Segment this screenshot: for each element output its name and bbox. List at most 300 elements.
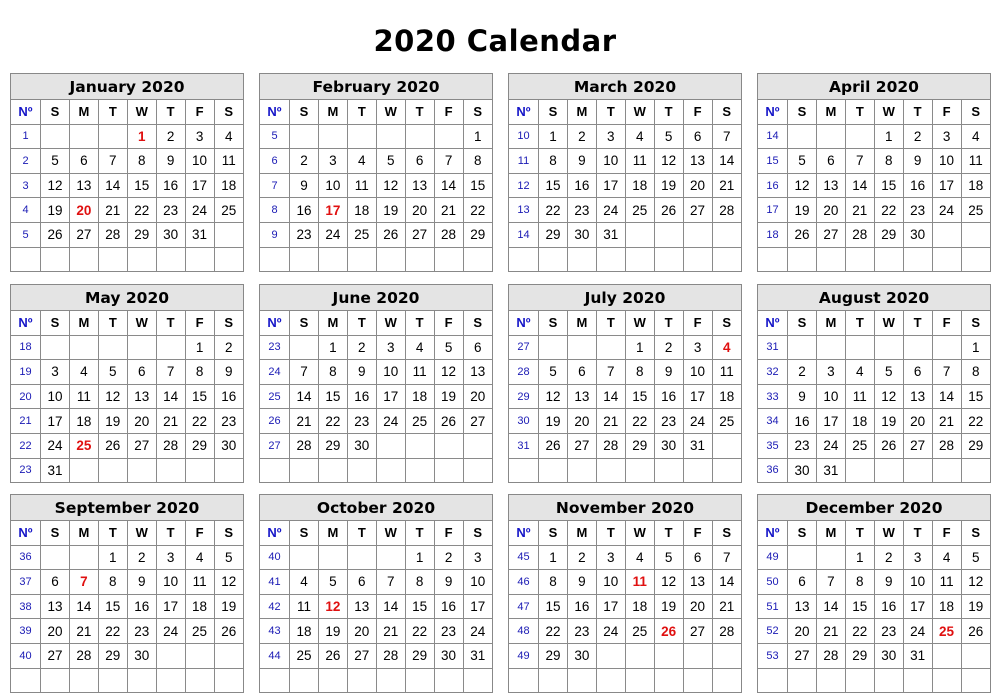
week-number: 27 bbox=[509, 335, 539, 360]
empty-day-cell bbox=[932, 643, 961, 668]
day-cell: 8 bbox=[961, 360, 990, 385]
day-cell: 17 bbox=[41, 409, 70, 434]
day-cell: 27 bbox=[69, 222, 98, 247]
day-cell: 16 bbox=[567, 594, 596, 619]
month-november bbox=[508, 494, 742, 693]
weekday-header: T bbox=[347, 100, 376, 124]
month-title: June 2020 bbox=[260, 285, 492, 311]
empty-day-cell bbox=[816, 668, 845, 692]
week-row bbox=[509, 222, 741, 247]
empty-day-cell bbox=[845, 335, 874, 360]
weekday-header: S bbox=[712, 100, 741, 124]
weekday-header: M bbox=[69, 311, 98, 335]
month-title: March 2020 bbox=[509, 74, 741, 100]
empty-day-cell bbox=[98, 335, 127, 360]
day-cell: 7 bbox=[596, 360, 625, 385]
empty-day-cell bbox=[41, 545, 70, 570]
week-row bbox=[509, 433, 741, 458]
empty-day-cell bbox=[69, 458, 98, 482]
day-cell: 18 bbox=[932, 594, 961, 619]
day-cell: 23 bbox=[156, 198, 185, 223]
month-title: August 2020 bbox=[758, 285, 990, 311]
day-cell: 14 bbox=[712, 570, 741, 595]
empty-day-cell bbox=[434, 668, 463, 692]
weekday-header: T bbox=[98, 521, 127, 545]
week-row bbox=[509, 384, 741, 409]
weekday-header: T bbox=[903, 521, 932, 545]
day-cell: 16 bbox=[156, 173, 185, 198]
day-cell: 22 bbox=[98, 619, 127, 644]
week-number: 21 bbox=[11, 409, 41, 434]
day-cell: 22 bbox=[405, 619, 434, 644]
month-june bbox=[259, 284, 493, 483]
empty-day-cell bbox=[816, 124, 845, 149]
empty-day-cell bbox=[156, 643, 185, 668]
day-cell: 22 bbox=[463, 198, 492, 223]
empty-day-cell bbox=[318, 458, 347, 482]
day-cell: 28 bbox=[845, 222, 874, 247]
weekday-header: M bbox=[816, 100, 845, 124]
empty-day-cell bbox=[932, 222, 961, 247]
day-cell: 10 bbox=[596, 149, 625, 174]
weekday-header: T bbox=[405, 100, 434, 124]
day-cell: 28 bbox=[816, 643, 845, 668]
day-cell: 15 bbox=[539, 594, 568, 619]
weekday-header: S bbox=[788, 311, 817, 335]
day-cell: 11 bbox=[845, 384, 874, 409]
empty-day-cell bbox=[127, 335, 156, 360]
week-number: 15 bbox=[758, 149, 788, 174]
empty-day-cell bbox=[712, 222, 741, 247]
day-cell: 5 bbox=[98, 360, 127, 385]
month-title: May 2020 bbox=[11, 285, 243, 311]
day-cell: 18 bbox=[69, 409, 98, 434]
day-cell: 23 bbox=[788, 433, 817, 458]
day-cell: 4 bbox=[405, 335, 434, 360]
day-cell: 27 bbox=[816, 222, 845, 247]
empty-day-cell bbox=[932, 247, 961, 271]
week-row bbox=[11, 643, 243, 668]
week-number: 42 bbox=[260, 594, 290, 619]
day-cell: 9 bbox=[347, 360, 376, 385]
day-cell: 14 bbox=[845, 173, 874, 198]
week-number: 14 bbox=[758, 124, 788, 149]
empty-day-cell bbox=[347, 668, 376, 692]
empty-day-cell bbox=[318, 668, 347, 692]
day-cell: 12 bbox=[654, 149, 683, 174]
weekday-header: S bbox=[961, 100, 990, 124]
day-cell: 26 bbox=[41, 222, 70, 247]
weekday-header: F bbox=[185, 311, 214, 335]
day-cell: 26 bbox=[874, 433, 903, 458]
day-cell: 15 bbox=[961, 384, 990, 409]
week-number bbox=[260, 247, 290, 271]
day-cell: 29 bbox=[625, 433, 654, 458]
weekday-header: S bbox=[463, 100, 492, 124]
week-number: 34 bbox=[758, 409, 788, 434]
weekday-header: S bbox=[463, 311, 492, 335]
day-cell: 12 bbox=[376, 173, 405, 198]
weekday-header: F bbox=[434, 521, 463, 545]
week-number-header: Nº bbox=[509, 100, 539, 124]
day-cell: 2 bbox=[567, 124, 596, 149]
weekday-header: F bbox=[434, 100, 463, 124]
week-number: 39 bbox=[11, 619, 41, 644]
day-cell: 9 bbox=[654, 360, 683, 385]
day-cell: 21 bbox=[712, 594, 741, 619]
week-number: 53 bbox=[758, 643, 788, 668]
empty-day-cell bbox=[98, 124, 127, 149]
empty-day-cell bbox=[290, 458, 319, 482]
day-cell: 30 bbox=[567, 222, 596, 247]
weekday-header: S bbox=[214, 521, 243, 545]
week-row bbox=[509, 149, 741, 174]
day-cell: 14 bbox=[156, 384, 185, 409]
day-cell: 6 bbox=[683, 124, 712, 149]
empty-day-cell bbox=[845, 458, 874, 482]
day-cell: 9 bbox=[567, 149, 596, 174]
weekday-header: S bbox=[788, 100, 817, 124]
week-row bbox=[11, 458, 243, 482]
empty-day-cell bbox=[376, 433, 405, 458]
day-cell: 2 bbox=[788, 360, 817, 385]
empty-day-cell bbox=[185, 668, 214, 692]
week-row bbox=[509, 335, 741, 360]
week-number: 47 bbox=[509, 594, 539, 619]
week-row bbox=[509, 198, 741, 223]
empty-day-cell bbox=[961, 668, 990, 692]
day-cell: 25 bbox=[405, 409, 434, 434]
day-cell: 27 bbox=[405, 222, 434, 247]
week-number: 33 bbox=[758, 384, 788, 409]
empty-day-cell bbox=[376, 545, 405, 570]
day-cell: 9 bbox=[156, 149, 185, 174]
day-cell: 18 bbox=[625, 173, 654, 198]
day-cell: 17 bbox=[156, 594, 185, 619]
empty-day-cell bbox=[567, 458, 596, 482]
day-cell: 1 bbox=[539, 124, 568, 149]
day-cell: 9 bbox=[290, 173, 319, 198]
day-cell: 27 bbox=[567, 433, 596, 458]
day-cell: 5 bbox=[654, 545, 683, 570]
day-cell: 16 bbox=[654, 384, 683, 409]
empty-day-cell bbox=[932, 668, 961, 692]
week-number: 12 bbox=[509, 173, 539, 198]
empty-day-cell bbox=[185, 643, 214, 668]
day-cell: 4 bbox=[69, 360, 98, 385]
day-cell: 13 bbox=[69, 173, 98, 198]
week-number bbox=[260, 458, 290, 482]
weekday-header: S bbox=[463, 521, 492, 545]
empty-day-cell bbox=[405, 433, 434, 458]
day-cell: 19 bbox=[654, 173, 683, 198]
weekday-header: T bbox=[845, 100, 874, 124]
empty-day-cell bbox=[961, 458, 990, 482]
empty-day-cell bbox=[816, 545, 845, 570]
day-cell: 29 bbox=[539, 222, 568, 247]
month-august bbox=[757, 284, 991, 483]
day-cell: 20 bbox=[816, 198, 845, 223]
empty-day-cell bbox=[816, 247, 845, 271]
week-number: 1 bbox=[11, 124, 41, 149]
day-cell: 15 bbox=[98, 594, 127, 619]
empty-day-cell bbox=[788, 668, 817, 692]
day-cell: 24 bbox=[596, 619, 625, 644]
empty-day-cell bbox=[376, 668, 405, 692]
day-cell: 12 bbox=[788, 173, 817, 198]
day-cell: 14 bbox=[434, 173, 463, 198]
week-number: 25 bbox=[260, 384, 290, 409]
day-cell: 22 bbox=[539, 198, 568, 223]
month-january bbox=[10, 73, 244, 272]
day-cell: 14 bbox=[712, 149, 741, 174]
day-cell: 20 bbox=[567, 409, 596, 434]
week-number: 18 bbox=[11, 335, 41, 360]
week-number: 28 bbox=[509, 360, 539, 385]
empty-day-cell bbox=[290, 335, 319, 360]
empty-day-cell bbox=[290, 668, 319, 692]
day-cell: 5 bbox=[434, 335, 463, 360]
day-cell: 20 bbox=[788, 619, 817, 644]
weekday-header: T bbox=[347, 521, 376, 545]
day-cell: 23 bbox=[567, 198, 596, 223]
empty-day-cell bbox=[318, 247, 347, 271]
weekday-header: F bbox=[683, 311, 712, 335]
day-cell: 12 bbox=[654, 570, 683, 595]
weekday-header: F bbox=[932, 100, 961, 124]
day-cell: 26 bbox=[318, 643, 347, 668]
day-cell: 29 bbox=[539, 643, 568, 668]
weekday-header: F bbox=[185, 100, 214, 124]
empty-day-cell bbox=[596, 247, 625, 271]
week-row bbox=[260, 173, 492, 198]
week-row bbox=[11, 409, 243, 434]
empty-day-cell bbox=[185, 247, 214, 271]
day-cell: 28 bbox=[98, 222, 127, 247]
day-cell: 11 bbox=[69, 384, 98, 409]
month-october bbox=[259, 494, 493, 693]
day-cell: 21 bbox=[434, 198, 463, 223]
weekday-header: S bbox=[712, 311, 741, 335]
day-cell: 24 bbox=[463, 619, 492, 644]
day-cell: 10 bbox=[932, 149, 961, 174]
week-number: 44 bbox=[260, 643, 290, 668]
week-number bbox=[509, 247, 539, 271]
day-cell: 2 bbox=[127, 545, 156, 570]
day-cell: 4 bbox=[290, 570, 319, 595]
week-number bbox=[11, 668, 41, 692]
day-cell: 22 bbox=[318, 409, 347, 434]
empty-day-cell bbox=[185, 458, 214, 482]
weekday-header: F bbox=[932, 521, 961, 545]
day-cell: 6 bbox=[903, 360, 932, 385]
day-cell: 15 bbox=[625, 384, 654, 409]
day-cell: 12 bbox=[961, 570, 990, 595]
page-title: 2020 Calendar bbox=[373, 24, 617, 58]
day-cell: 28 bbox=[596, 433, 625, 458]
day-cell: 11 bbox=[932, 570, 961, 595]
day-cell: 24 bbox=[41, 433, 70, 458]
day-cell: 4 bbox=[625, 545, 654, 570]
empty-day-cell bbox=[712, 643, 741, 668]
day-cell: 29 bbox=[463, 222, 492, 247]
empty-day-cell bbox=[654, 643, 683, 668]
week-row bbox=[509, 247, 741, 271]
week-number: 13 bbox=[509, 198, 539, 223]
day-cell: 24 bbox=[185, 198, 214, 223]
day-cell: 20 bbox=[463, 384, 492, 409]
day-cell: 19 bbox=[318, 619, 347, 644]
day-cell: 25 bbox=[214, 198, 243, 223]
day-cell: 23 bbox=[874, 619, 903, 644]
day-cell: 23 bbox=[903, 198, 932, 223]
week-number: 46 bbox=[509, 570, 539, 595]
day-cell: 26 bbox=[434, 409, 463, 434]
day-cell: 24 bbox=[318, 222, 347, 247]
day-cell: 13 bbox=[405, 173, 434, 198]
week-row bbox=[509, 570, 741, 595]
week-number: 27 bbox=[260, 433, 290, 458]
week-row bbox=[11, 173, 243, 198]
day-cell: 3 bbox=[463, 545, 492, 570]
day-cell: 6 bbox=[347, 570, 376, 595]
empty-day-cell bbox=[683, 222, 712, 247]
month-title: April 2020 bbox=[758, 74, 990, 100]
day-cell: 15 bbox=[405, 594, 434, 619]
day-cell: 18 bbox=[290, 619, 319, 644]
day-cell: 9 bbox=[127, 570, 156, 595]
week-number: 14 bbox=[509, 222, 539, 247]
day-cell: 29 bbox=[961, 433, 990, 458]
empty-day-cell bbox=[69, 335, 98, 360]
week-row bbox=[11, 545, 243, 570]
day-cell: 18 bbox=[347, 198, 376, 223]
empty-day-cell bbox=[405, 458, 434, 482]
empty-day-cell bbox=[874, 247, 903, 271]
day-cell: 30 bbox=[654, 433, 683, 458]
day-cell: 5 bbox=[654, 124, 683, 149]
week-row bbox=[758, 643, 990, 668]
day-cell: 7 bbox=[816, 570, 845, 595]
empty-day-cell bbox=[961, 643, 990, 668]
empty-day-cell bbox=[434, 247, 463, 271]
day-cell: 19 bbox=[874, 409, 903, 434]
day-cell: 13 bbox=[903, 384, 932, 409]
empty-day-cell bbox=[625, 222, 654, 247]
empty-day-cell bbox=[214, 247, 243, 271]
day-cell: 10 bbox=[41, 384, 70, 409]
weekday-header: M bbox=[567, 311, 596, 335]
day-cell: 19 bbox=[214, 594, 243, 619]
weekday-header: S bbox=[712, 521, 741, 545]
day-cell: 3 bbox=[932, 124, 961, 149]
holiday-day-cell: 25 bbox=[69, 433, 98, 458]
week-row bbox=[758, 222, 990, 247]
day-cell: 31 bbox=[816, 458, 845, 482]
empty-day-cell bbox=[961, 247, 990, 271]
weekday-header: S bbox=[539, 311, 568, 335]
day-cell: 21 bbox=[69, 619, 98, 644]
week-number: 18 bbox=[758, 222, 788, 247]
day-cell: 16 bbox=[214, 384, 243, 409]
day-cell: 6 bbox=[41, 570, 70, 595]
weekday-header: S bbox=[41, 311, 70, 335]
empty-day-cell bbox=[69, 668, 98, 692]
day-cell: 12 bbox=[98, 384, 127, 409]
week-row bbox=[11, 619, 243, 644]
day-cell: 8 bbox=[874, 149, 903, 174]
weekday-header: W bbox=[376, 100, 405, 124]
day-cell: 14 bbox=[596, 384, 625, 409]
week-row bbox=[758, 594, 990, 619]
week-row bbox=[509, 594, 741, 619]
week-number bbox=[509, 668, 539, 692]
day-cell: 25 bbox=[347, 222, 376, 247]
month-title: December 2020 bbox=[758, 495, 990, 521]
weekday-header: T bbox=[98, 100, 127, 124]
day-cell: 26 bbox=[788, 222, 817, 247]
day-cell: 8 bbox=[405, 570, 434, 595]
empty-day-cell bbox=[69, 545, 98, 570]
empty-day-cell bbox=[932, 335, 961, 360]
weekday-header: W bbox=[127, 311, 156, 335]
week-number: 5 bbox=[260, 124, 290, 149]
month-september bbox=[10, 494, 244, 693]
weekday-header: M bbox=[69, 100, 98, 124]
weekday-header: F bbox=[185, 521, 214, 545]
day-cell: 21 bbox=[816, 619, 845, 644]
day-cell: 23 bbox=[567, 619, 596, 644]
week-row bbox=[260, 360, 492, 385]
day-cell: 17 bbox=[376, 384, 405, 409]
week-row bbox=[260, 247, 492, 271]
weekday-header: W bbox=[127, 100, 156, 124]
day-cell: 13 bbox=[41, 594, 70, 619]
day-cell: 12 bbox=[214, 570, 243, 595]
day-cell: 4 bbox=[625, 124, 654, 149]
month-may bbox=[10, 284, 244, 483]
day-cell: 20 bbox=[683, 594, 712, 619]
day-cell: 18 bbox=[185, 594, 214, 619]
week-number: 7 bbox=[260, 173, 290, 198]
week-row bbox=[758, 668, 990, 692]
day-cell: 11 bbox=[347, 173, 376, 198]
day-cell: 4 bbox=[932, 545, 961, 570]
day-cell: 19 bbox=[41, 198, 70, 223]
empty-day-cell bbox=[463, 458, 492, 482]
empty-day-cell bbox=[567, 247, 596, 271]
day-cell: 26 bbox=[98, 433, 127, 458]
empty-day-cell bbox=[376, 247, 405, 271]
empty-day-cell bbox=[874, 458, 903, 482]
weekday-header: T bbox=[596, 521, 625, 545]
day-cell: 28 bbox=[712, 619, 741, 644]
empty-day-cell bbox=[625, 643, 654, 668]
week-row bbox=[509, 545, 741, 570]
day-cell: 22 bbox=[845, 619, 874, 644]
day-cell: 6 bbox=[788, 570, 817, 595]
day-cell: 16 bbox=[567, 173, 596, 198]
week-row bbox=[11, 594, 243, 619]
weekday-header: T bbox=[405, 521, 434, 545]
day-cell: 13 bbox=[816, 173, 845, 198]
week-number: 3 bbox=[11, 173, 41, 198]
day-cell: 30 bbox=[347, 433, 376, 458]
day-cell: 8 bbox=[463, 149, 492, 174]
empty-day-cell bbox=[788, 247, 817, 271]
empty-day-cell bbox=[290, 247, 319, 271]
empty-day-cell bbox=[816, 335, 845, 360]
